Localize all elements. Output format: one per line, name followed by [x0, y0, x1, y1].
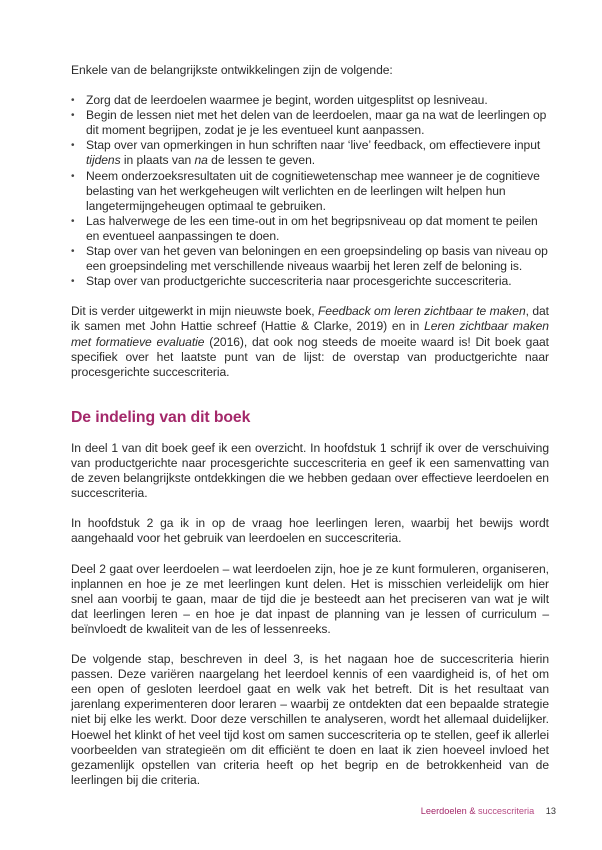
list-item-text: Begin de lessen niet met het delen van de leerdoelen, maar ga na wat de leerlingen op dit moment begrijpen, zodat je je les eventueel kunt aanpassen.: [86, 108, 547, 138]
page-footer: [421, 806, 556, 816]
list-item-text: Stap over van het geven van beloningen en een groepsindeling op basis van niveau op een groepsindeling met verschillende niveaus waarbij het leren zelf de beloning is.: [86, 244, 548, 274]
bullet-icon: •: [71, 246, 75, 258]
text-run: Dit is verder uitgewerkt in mijn nieuwste boek,: [71, 304, 318, 319]
list-item-text: Zorg dat de leerdoelen waarmee je begint, worden uitgesplitst op lesniveau.: [86, 93, 488, 108]
list-item: [71, 214, 549, 244]
section-heading: De indeling van dit boek: [71, 408, 251, 426]
body-paragraph: In deel 1 van dit boek geef ik een overzicht. In hoofdstuk 1 schrijf ik over de verschuiving van productgerichte naar procesgerichte succescriteria en geef ik een samenvatting van de zeven belangrijkste ontdekkingen die we hebben gedaan over effectieve leerdoelen en succescriteria.: [71, 440, 549, 501]
text-run: (2016), dat ook nog steeds de moeite waard is! Dit boek gaat specifiek over het laatste punt van de lijst: de overstap van productgerichte naar procesgerichte succescriteria.: [71, 334, 549, 379]
page-number: 13: [545, 806, 556, 816]
bullet-icon: •: [71, 95, 75, 107]
developments-list: [71, 93, 549, 289]
text-run: de lessen te geven.: [207, 153, 316, 168]
list-item: [71, 169, 549, 214]
list-item: [71, 274, 549, 289]
list-item-text: Neem onderzoeksresultaten uit de cognitiewetenschap mee wanneer je de cognitieve belasting van het werkgeheugen wilt verlichten en de leerlingen wilt helpen hun langetermijngeheugen optimaal te gebruiken.: [86, 168, 540, 213]
list-item-text: Las halverwege de les een time-out in om het begripsniveau op dat moment te peilen en eventueel aanpassingen te doen.: [86, 213, 538, 243]
book-reference-paragraph: [71, 304, 549, 379]
page-body: [71, 63, 549, 788]
bullet-icon: •: [71, 170, 75, 182]
text-run: Stap over van opmerkingen in hun schriften naar ‘live’ feedback, om effectievere input: [86, 138, 541, 153]
running-title-part1: Leerdoelen: [420, 806, 467, 816]
body-paragraph: In hoofdstuk 2 ga ik in op de vraag hoe leerlingen leren, waarbij het bewijs wordt aangehaald voor het gebruik van leerdoelen en succescriteria.: [71, 516, 549, 546]
text-run: in plaats van: [120, 153, 195, 168]
list-item: [71, 138, 549, 168]
list-item: [71, 108, 549, 138]
bullet-icon: •: [71, 215, 75, 227]
intro-text: Enkele van de belangrijkste ontwikkelingen zijn de volgende:: [71, 63, 393, 77]
running-title-ampersand: &: [469, 806, 476, 816]
running-title-part2: succescriteria: [478, 806, 535, 816]
list-item: [71, 244, 549, 274]
body-paragraph: De volgende stap, beschreven in deel 3, is het nagaan hoe de succescriteria hierin passen. Deze variëren naargelang het leerdoel kennis of een vaardigheid is, of het om een open of gesloten leerdoel gaat en welk vak het betreft. Dit is het resultaat van jarenlang experimenteren door leraren – waarbij ze ontdekten dat een bepaalde strategie niet bij elke les werkt. Door deze verschillen te analyseren, wordt het allemaal duidelijker. Hoewel het klinkt of het veel tijd kost om samen succescriteria op te stellen, geef ik allerlei voorbeelden van strategieën om dit efficiënt te doen en laat ik zien hoeveel invloed het gezamenlijk opstellen van criteria heeft op het begrip en de betrokkenheid van de leerlingen bij die criteria.: [71, 652, 549, 787]
text-run: , dat ik samen met John Hattie schreef (Hattie & Clarke, 2019) en in: [71, 304, 549, 334]
emphasis: tijdens: [86, 153, 121, 168]
bullet-icon: •: [71, 276, 75, 288]
emphasis: na: [194, 153, 208, 168]
list-item-text: [86, 138, 540, 167]
list-item-text: Stap over van productgerichte succescriteria naar procesgerichte succescriteria.: [86, 274, 512, 289]
book-title: Feedback om leren zichtbaar te maken: [317, 304, 526, 319]
list-item: [71, 93, 549, 108]
book-title: Leren zichtbaar maken met formatieve evaluatie: [71, 319, 549, 349]
bullet-icon: •: [71, 110, 75, 122]
body-paragraph: Deel 2 gaat over leerdoelen – wat leerdoelen zijn, hoe je ze kunt formuleren, organiseren, inplannen en hoe je ze met leerlingen kunt delen. Het is misschien verleidelijk om hier snel aan voorbij te gaan, maar de tijd die je besteedt aan het preciseren van wat je wilt dat leerlingen leren – en hoe je dat inpast de planning van je lessen of curriculum – beïnvloedt de kwaliteit van de les of lessenreeks.: [71, 561, 549, 636]
bullet-icon: •: [71, 140, 75, 152]
